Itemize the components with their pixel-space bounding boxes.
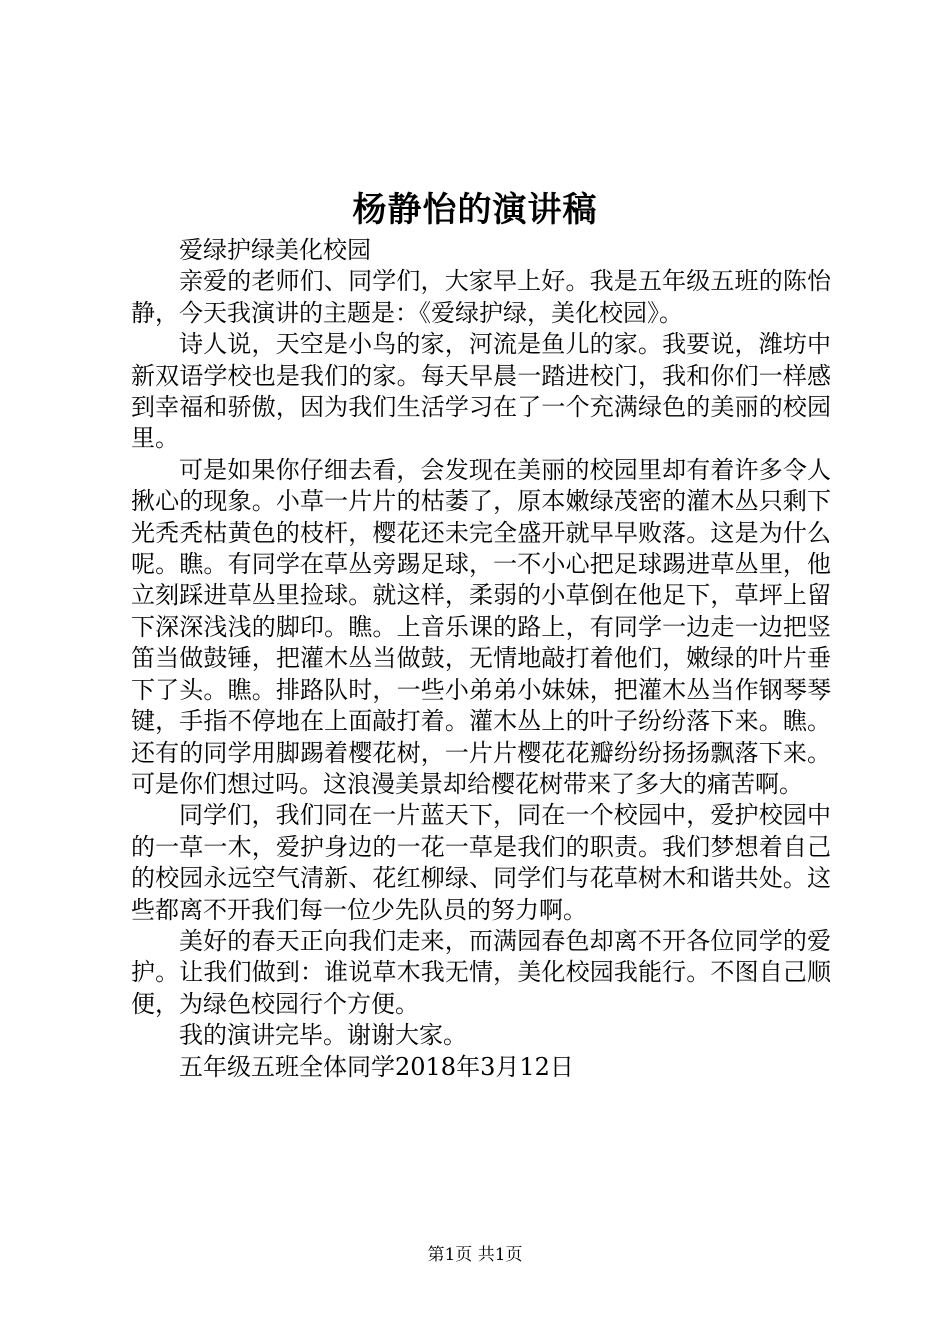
speech-subtitle: 爱绿护绿美化校园: [179, 236, 371, 264]
paragraph-problems: 可是如果你仔细去看，会发现在美丽的校园里却有着许多令人揪心的现象。小草一片片的枯萎了，原本嫩绿茂密的灌木丛只剩下光秃秃枯黄色的枝杆，樱花还未完全盛开就早早败落。这是为什么呢。瞧。有同学在草丛旁踢足球，一不小心把足球踢进草丛里，他立刻踩进草丛里捡球。就这样，柔弱的小草倒在他足下，草坪上留下深深浅浅的脚印。瞧。上音乐课的路上，有同学一边走一边把竖笛当做鼓锤，把灌木丛当做鼓，无情地敲打着他们，嫩绿的叶片垂下了头。瞧。排路队时，一些小弟弟小妹妹，把灌木丛当作钢琴琴键，手指不停地在上面敲打着。灌木丛上的叶子纷纷落下来。瞧。还有的同学用脚踢着樱花树，一片片樱花花瓣纷纷扬扬飘落下来。可是你们想过吗。这浪漫美景却给樱花树带来了多大的痛苦啊。: [131, 455, 831, 798]
paragraph-school-home: 诗人说，天空是小鸟的家，河流是鱼儿的家。我要说，潍坊中新双语学校也是我们的家。每天早晨一踏进校门，我和你们一样感到幸福和骄傲，因为我们生活学习在了一个充满绿色的美丽的校园里。: [131, 330, 831, 453]
document-body: [131, 235, 831, 1083]
page-footer: 第1页 共1页: [427, 1245, 523, 1265]
paragraph-responsibility: 同学们，我们同在一片蓝天下，同在一个校园中，爱护校园中的一草一木，爱护身边的一花一草是我们的职责。我们梦想着自己的校园永远空气清新、花红柳绿、同学们与花草树木和谐共处。这些都离不开我们每一位少先队员的努力啊。: [131, 801, 831, 924]
signature-date: 五年级五班全体同学2018年3月12日: [179, 1052, 574, 1081]
document-title: 杨静怡的演讲稿: [352, 190, 598, 230]
paragraph-closing: 我的演讲完毕。谢谢大家。: [179, 1021, 467, 1050]
paragraph-call-to-action: 美好的春天正向我们走来，而满园春色却离不开各位同学的爱护。让我们做到：谁说草木我无情，美化校园我能行。不图自己顺便，为绿色校园行个方便。: [131, 926, 831, 1018]
paragraph-greeting: 亲爱的老师们、同学们，大家早上好。我是五年级五班的陈怡静，今天我演讲的主题是：《爱绿护绿，美化校园》。: [131, 267, 831, 327]
